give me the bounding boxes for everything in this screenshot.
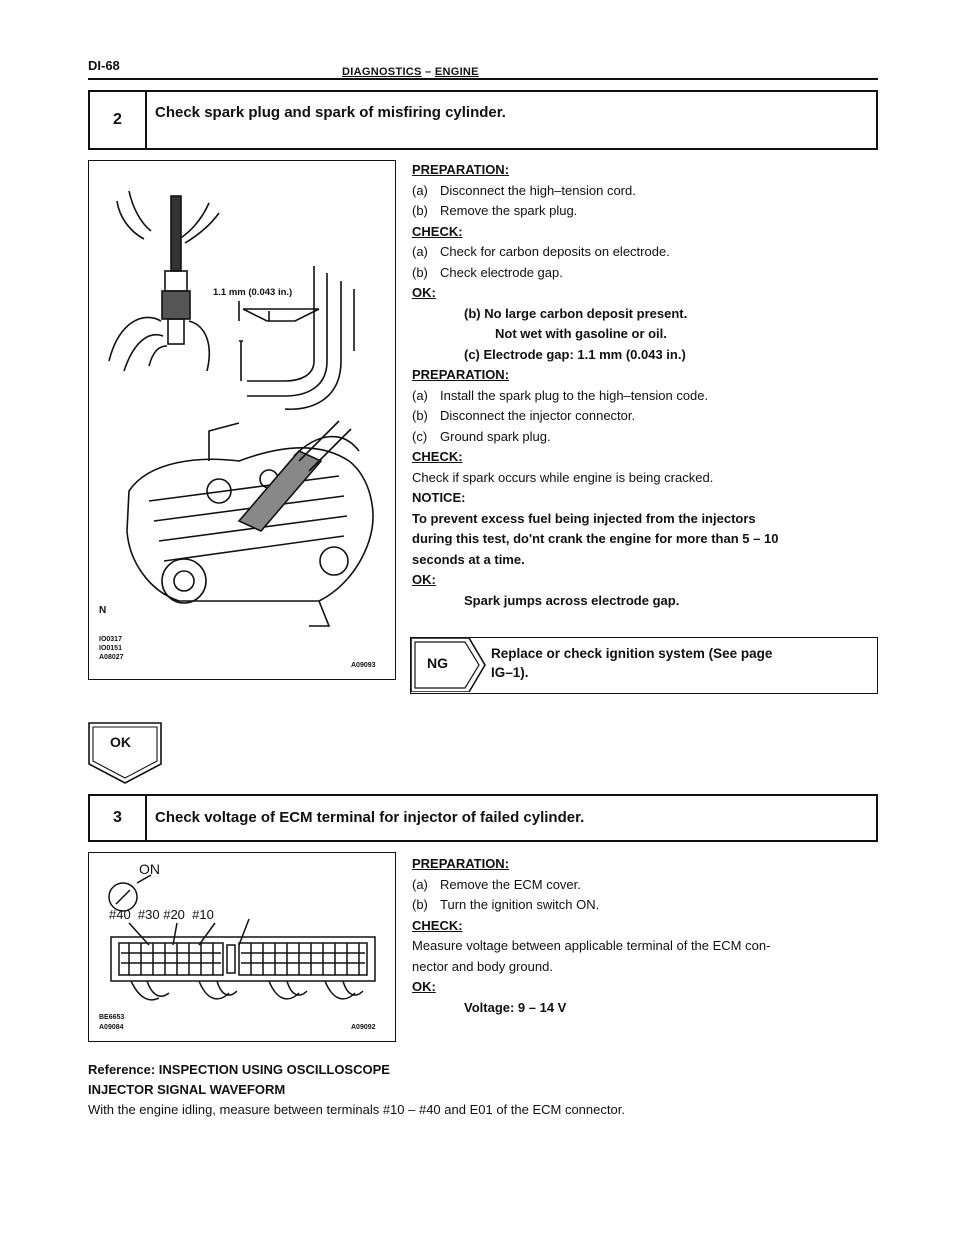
check-1-item-b	[412, 263, 882, 284]
step-3-number: 3	[90, 796, 147, 840]
prep-1-item-a	[412, 181, 882, 202]
ok-1-line-3: (c) Electrode gap: 1.1 mm (0.043 in.)	[464, 346, 686, 362]
item-label: (b)	[412, 264, 428, 280]
item-text: Turn the ignition switch ON.	[440, 897, 600, 912]
step-2-header	[88, 90, 878, 150]
step-2-instructions	[412, 160, 882, 611]
notice-line-1: To prevent excess fuel being injected from the injectors	[412, 510, 756, 526]
figure-code-3: A08027	[99, 654, 124, 661]
ok-2-heading: OK:	[412, 572, 436, 587]
reference-title: Reference: INSPECTION USING OSCILLOSCOPE	[88, 1062, 390, 1077]
reference-text: With the engine idling, measure between terminals #10 – #40 and E01 of the ECM connector.	[88, 1102, 625, 1117]
prep-2-item-a	[412, 386, 882, 407]
figure-ref-code: A09092	[351, 1024, 376, 1031]
item-label: (b)	[412, 897, 428, 912]
notice-line-2: during this test, do'nt crank the engine for more than 5 – 10	[412, 531, 779, 546]
item-text: Install the spark plug to the high–tension code.	[440, 387, 709, 403]
section-title: DIAGNOSTICS	[342, 66, 422, 78]
ng-tag: NG	[427, 655, 448, 671]
check-3-line-1: Measure voltage between applicable terminal of the ECM con-	[412, 938, 771, 953]
item-text: Ground spark plug.	[440, 428, 551, 444]
step-3-header	[88, 794, 878, 842]
prep-1-item-b	[412, 201, 882, 222]
ng-line-2: IG–1).	[491, 665, 529, 680]
item-label: (b)	[412, 203, 428, 218]
item-text: Remove the spark plug.	[440, 203, 578, 218]
ecm-connector-illustration	[89, 853, 395, 1041]
figure-code-1: IO0317	[99, 636, 122, 643]
check-3-heading: CHECK:	[412, 917, 463, 933]
spark-plug-illustration	[89, 161, 395, 679]
notice-heading: NOTICE:	[412, 490, 466, 505]
prep-3-item-b	[412, 895, 882, 916]
ok-2-text: Spark jumps across electrode gap.	[464, 592, 680, 608]
ok-tag: OK	[110, 734, 131, 750]
item-text: Check for carbon deposits on electrode.	[440, 244, 670, 259]
item-text: Check electrode gap.	[440, 264, 563, 280]
ng-line-1: Replace or check ignition system (See page	[491, 646, 773, 661]
item-label: (c)	[412, 428, 428, 444]
notice-line-3: seconds at a time.	[412, 551, 525, 567]
spark-plug-figure	[88, 160, 396, 680]
ng-arrow-icon	[411, 638, 489, 692]
prep-1-heading: PREPARATION:	[412, 162, 510, 177]
figure-code-1: BE6653	[99, 1014, 125, 1021]
prep-2-heading: PREPARATION:	[412, 367, 510, 382]
ok-1-line-1: (b) No large carbon deposit present.	[464, 305, 688, 321]
item-label: (b)	[412, 408, 428, 423]
ecm-connector-figure	[88, 852, 396, 1042]
check-2-text: Check if spark occurs while engine is being cracked.	[412, 469, 714, 485]
figure-ref-code: A09093	[351, 662, 376, 669]
ok-3-text: Voltage: 9 – 14 V	[464, 999, 567, 1015]
check-1-heading: CHECK:	[412, 223, 463, 239]
terminal-labels: #40 #30 #20 #10	[109, 907, 214, 922]
prep-3-item-a	[412, 875, 882, 896]
step-3-instructions	[412, 854, 882, 1018]
figure-code-2: IO0151	[99, 645, 122, 652]
item-text: Disconnect the high–tension cord.	[440, 182, 636, 198]
step-2-title: Check spark plug and spark of misfiring cylinder.	[155, 103, 506, 121]
check-1-item-a	[412, 242, 882, 263]
page-header	[342, 66, 479, 78]
reference-section	[88, 1060, 878, 1120]
step-3-title: Check voltage of ECM terminal for injector of failed cylinder.	[155, 808, 585, 826]
prep-2-item-b	[412, 406, 882, 427]
subsection-title: ENGINE	[434, 66, 479, 78]
ignition-on-label: ON	[139, 861, 160, 877]
header-dash: –	[425, 66, 432, 78]
n-label: N	[99, 605, 107, 616]
prep-2-item-c	[412, 427, 882, 448]
ok-3-heading: OK:	[412, 979, 436, 994]
item-label: (a)	[412, 182, 428, 198]
gap-label: 1.1 mm (0.043 in.)	[213, 287, 293, 298]
item-label: (a)	[412, 387, 428, 403]
ok-arrow	[88, 722, 162, 784]
ok-arrow-icon	[88, 722, 162, 784]
figure-code-2: A09084	[99, 1024, 124, 1031]
reference-subtitle: INJECTOR SIGNAL WAVEFORM	[88, 1082, 286, 1097]
prep-3-heading: PREPARATION:	[412, 856, 510, 871]
item-text: Remove the ECM cover.	[440, 876, 581, 892]
item-label: (a)	[412, 244, 428, 259]
item-text: Disconnect the injector connector.	[440, 408, 636, 423]
step-2-number: 2	[90, 92, 147, 148]
header-rule	[88, 78, 878, 80]
item-label: (a)	[412, 876, 428, 892]
ok-1-heading: OK:	[412, 285, 436, 300]
check-2-heading: CHECK:	[412, 449, 463, 464]
ok-1-line-2: Not wet with gasoline or oil.	[495, 326, 667, 341]
check-3-line-2: nector and body ground.	[412, 958, 553, 974]
ng-result-box	[410, 637, 878, 694]
page-code: DI-68	[88, 58, 120, 73]
